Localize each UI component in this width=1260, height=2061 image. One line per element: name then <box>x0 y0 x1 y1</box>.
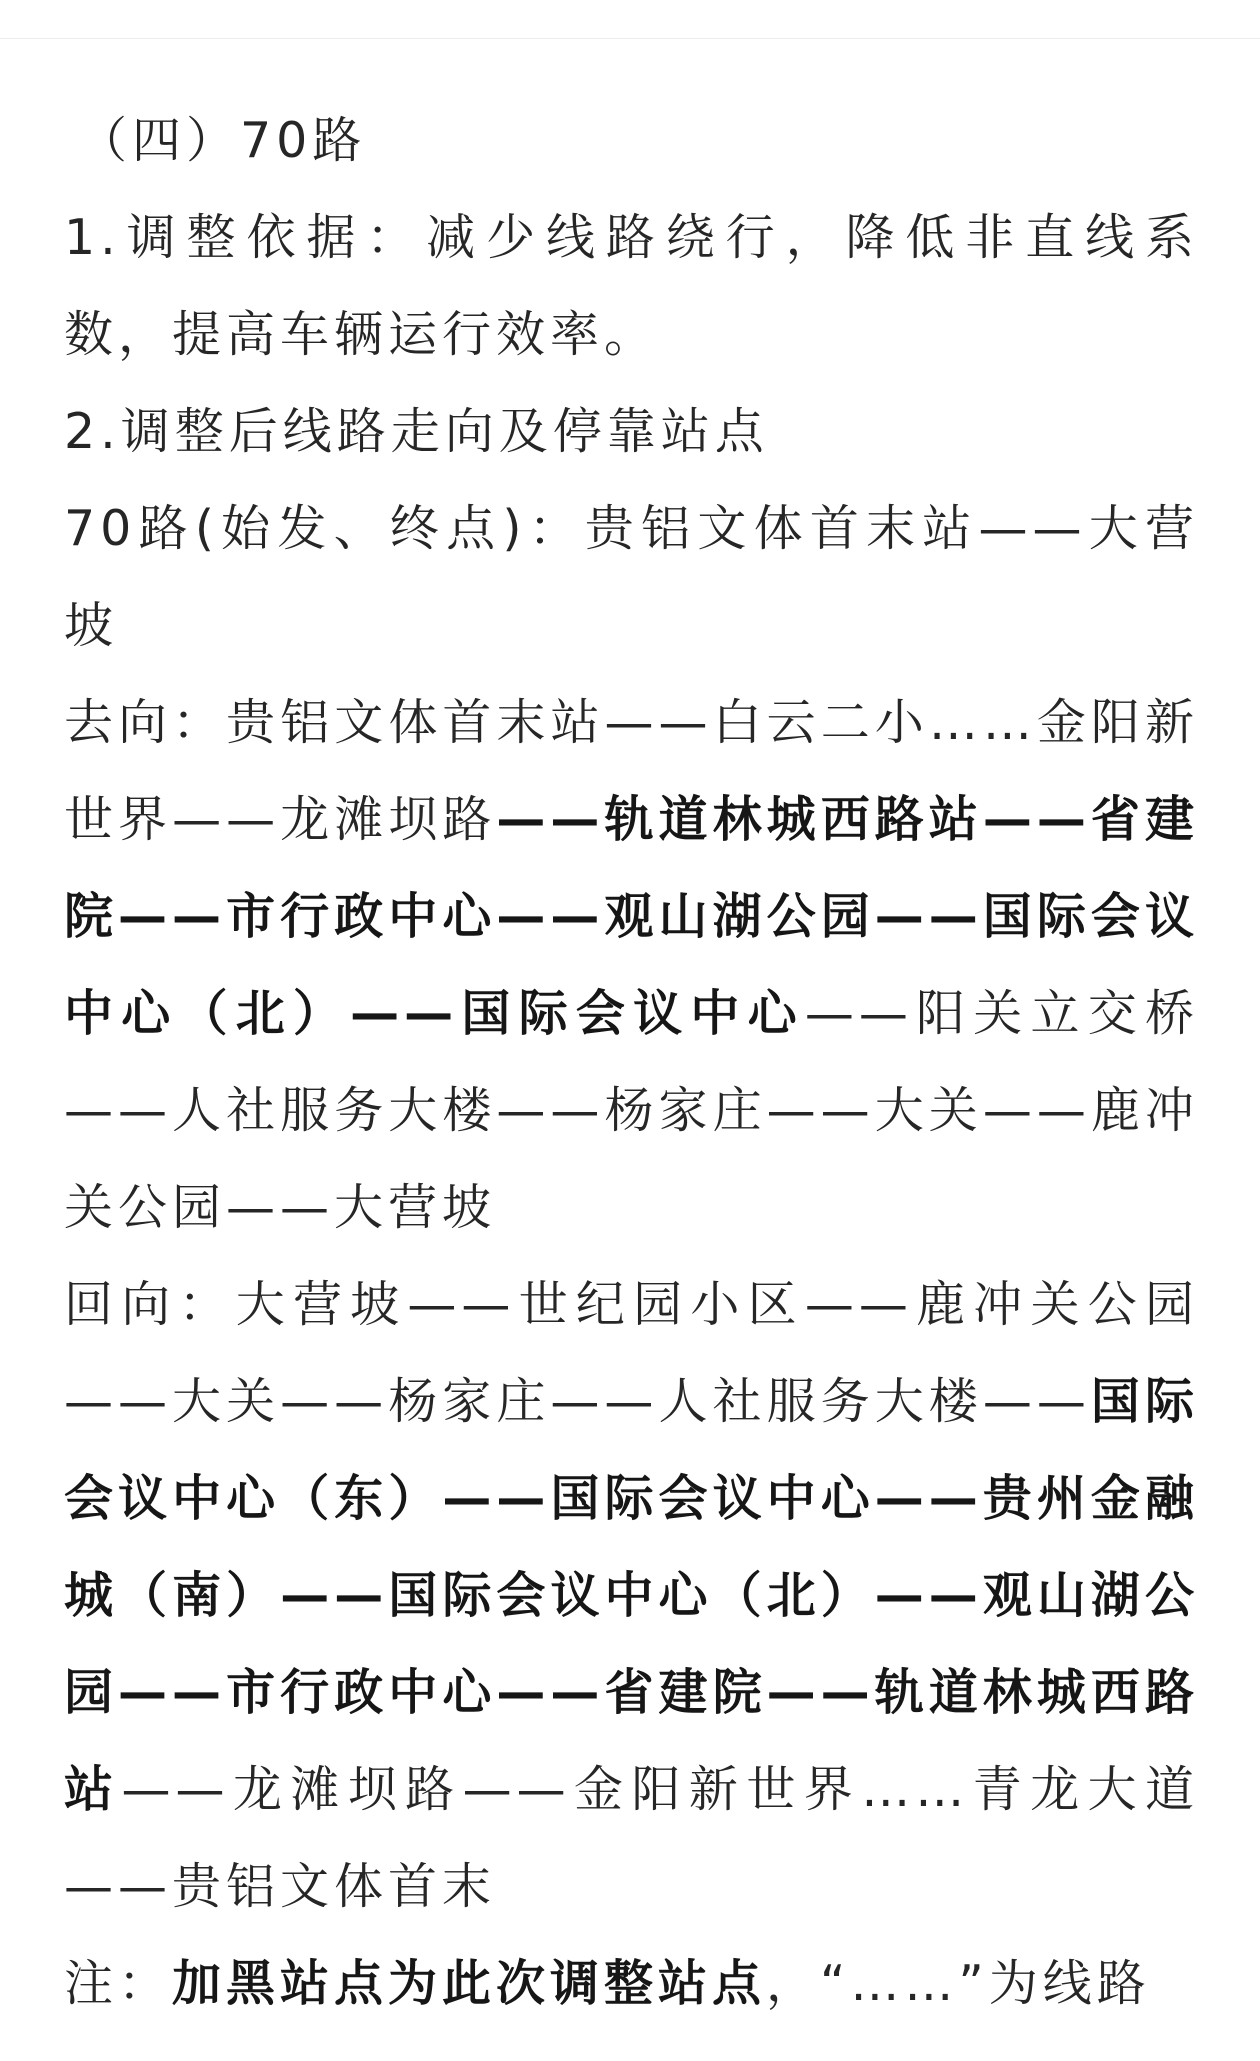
article-body <box>64 92 1199 2032</box>
outbound-stops-regular: 去向：贵铝文体首末站——白云二小……金阳新世界——龙滩坝路 <box>64 694 1199 848</box>
adjustment-basis: 1.调整依据：减少线路绕行，降低非直线系数，提高车辆运行效率。 <box>64 209 1199 363</box>
note <box>64 1935 1199 2032</box>
top-divider <box>0 38 1260 39</box>
note-text: ，“……”为线路 <box>766 1955 1151 2012</box>
route-heading: （四）70路 <box>78 112 367 169</box>
outbound-stops-regular-end: ——阳关立交桥——人社服务大楼——杨家庄——大关——鹿冲关公园——大营坡 <box>64 985 1199 1236</box>
outbound-route <box>64 674 1199 1256</box>
section-title: 2.调整后线路走向及停靠站点 <box>64 403 769 460</box>
note-bold-text: 加黑站点为此次调整站点 <box>172 1955 767 2012</box>
route-summary: 70路(始发、终点)：贵铝文体首末站——大营坡 <box>64 500 1199 654</box>
return-stops-regular: 回向：大营坡——世纪园小区——鹿冲关公园——大关——杨家庄——人社服务大楼—— <box>64 1276 1199 1430</box>
outbound-stops-adjusted: ——轨道林城西路站——省建院——市行政中心——观山湖公园——国际会议中心（北）——国际会议中心 <box>64 791 1199 1042</box>
return-route <box>64 1256 1199 1935</box>
return-stops-regular-end: ——龙滩坝路——金阳新世界……青龙大道——贵铝文体首末 <box>64 1761 1199 1915</box>
return-stops-adjusted: 国际会议中心（东）——国际会议中心——贵州金融城（南）——国际会议中心（北）——观山湖公园——市行政中心——省建院——轨道林城西路站 <box>64 1373 1199 1818</box>
note-label: 注： <box>64 1955 173 2012</box>
